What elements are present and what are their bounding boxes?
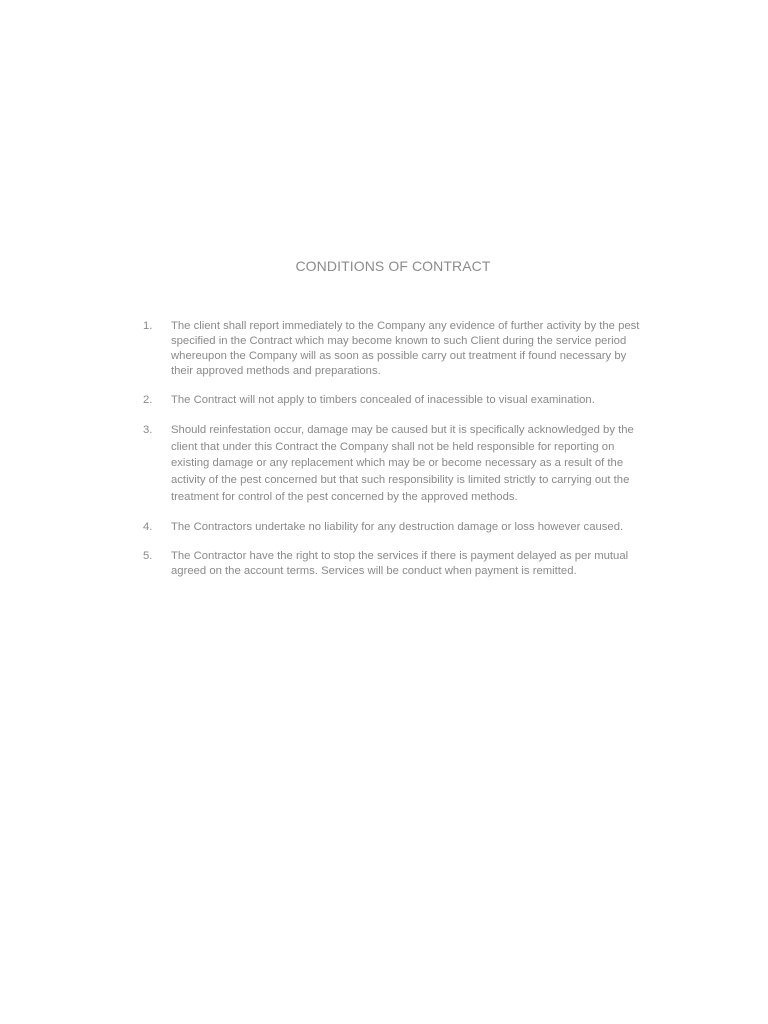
list-item: [143, 393, 643, 408]
clause-text: The client shall report immediately to the Company any evidence of further activity by the pest specified in the Contract which may become known to such Client during the service period whereupon the Company will as soon as possible carry out treatment if found necessary by their approved methods and preparations.: [171, 320, 640, 377]
clause-text: The Contract will not apply to timbers concealed of inacessible to visual examination.: [171, 394, 595, 406]
document-title: CONDITIONS OF CONTRACT: [295, 258, 491, 274]
clause-text: The Contractors undertake no liability for any destruction damage or loss however caused.: [171, 520, 624, 533]
clause-number: 5.: [143, 549, 153, 562]
clause-list: [143, 319, 643, 579]
clause-number: 1.: [143, 320, 153, 332]
list-item: [143, 520, 643, 535]
clause-number: 2.: [143, 394, 153, 406]
clause-text: The Contractor have the right to stop the services if there is payment delayed as per mutual agreed on the account terms. Services will be conduct when payment is remitted.: [171, 549, 629, 577]
list-item: [143, 422, 643, 506]
list-item: [143, 319, 643, 379]
clause-number: 3.: [143, 424, 153, 436]
list-item: [143, 549, 643, 579]
clause-text: Should reinfestation occur, damage may be caused but it is specifically acknowledged by the client that under this Contract the Company shall not be held responsible for reporting on existing damage or any replacement which may be or become necessary as a result of the activity of the pest concerned but that such responsibility is limited strictly to carrying out the treatment for control of the pest concerned by the approved methods.: [171, 424, 634, 503]
clause-number: 4.: [143, 520, 153, 533]
